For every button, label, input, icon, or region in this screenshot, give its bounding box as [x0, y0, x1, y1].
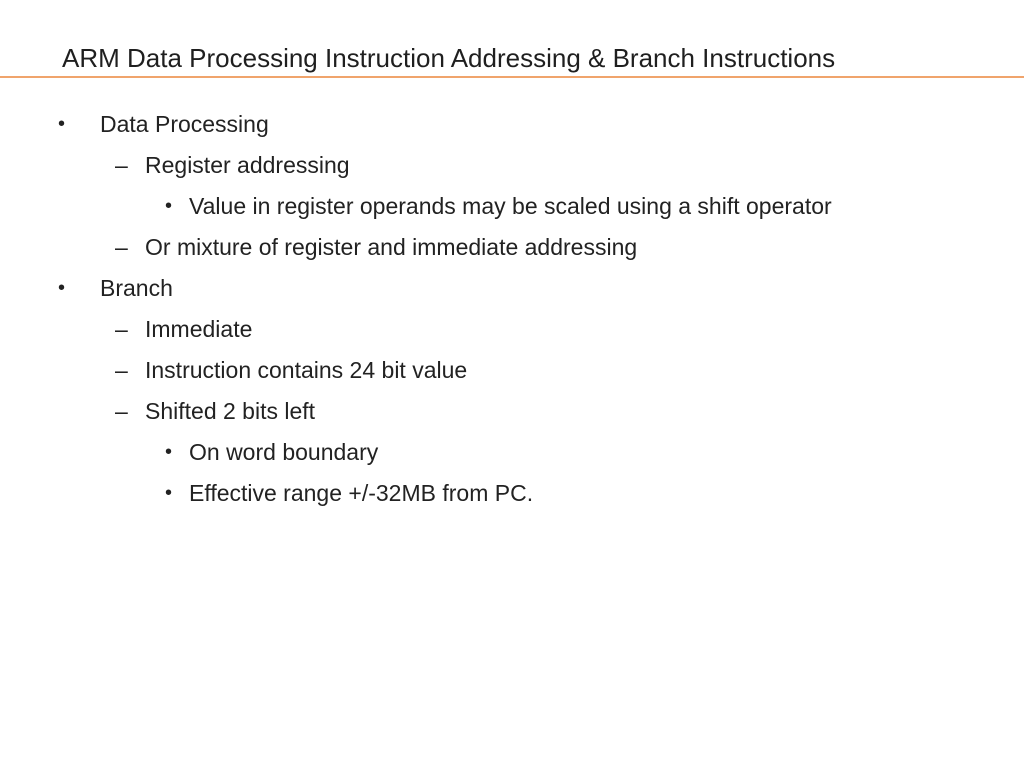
bullet-text: Effective range +/-32MB from PC. — [189, 480, 534, 506]
bullet-icon: • — [165, 482, 173, 504]
title-divider — [0, 76, 1024, 78]
bullet-text: Instruction contains 24 bit value — [145, 357, 468, 383]
dash-icon: – — [115, 152, 128, 178]
bullet-text: Or mixture of register and immediate addressing — [145, 234, 638, 260]
bullet-icon: • — [58, 277, 66, 299]
dash-icon: – — [115, 398, 128, 424]
bullet-text: Immediate — [145, 316, 253, 342]
dash-icon: – — [115, 357, 128, 383]
bullet-text: Data Processing — [100, 111, 269, 137]
bullet-text: Register addressing — [145, 152, 350, 178]
bullet-text: Value in register operands may be scaled using a shift operator — [189, 193, 832, 219]
bullet-text: Branch — [100, 275, 173, 301]
dash-icon: – — [115, 234, 128, 260]
bullet-text: Shifted 2 bits left — [145, 398, 316, 424]
bullet-icon: • — [165, 195, 173, 217]
bullet-icon: • — [165, 441, 173, 463]
bullet-text: On word boundary — [189, 439, 379, 465]
dash-icon: – — [115, 316, 128, 342]
slide-title: ARM Data Processing Instruction Addressing & Branch Instructions — [62, 43, 836, 73]
bullet-icon: • — [58, 113, 66, 135]
